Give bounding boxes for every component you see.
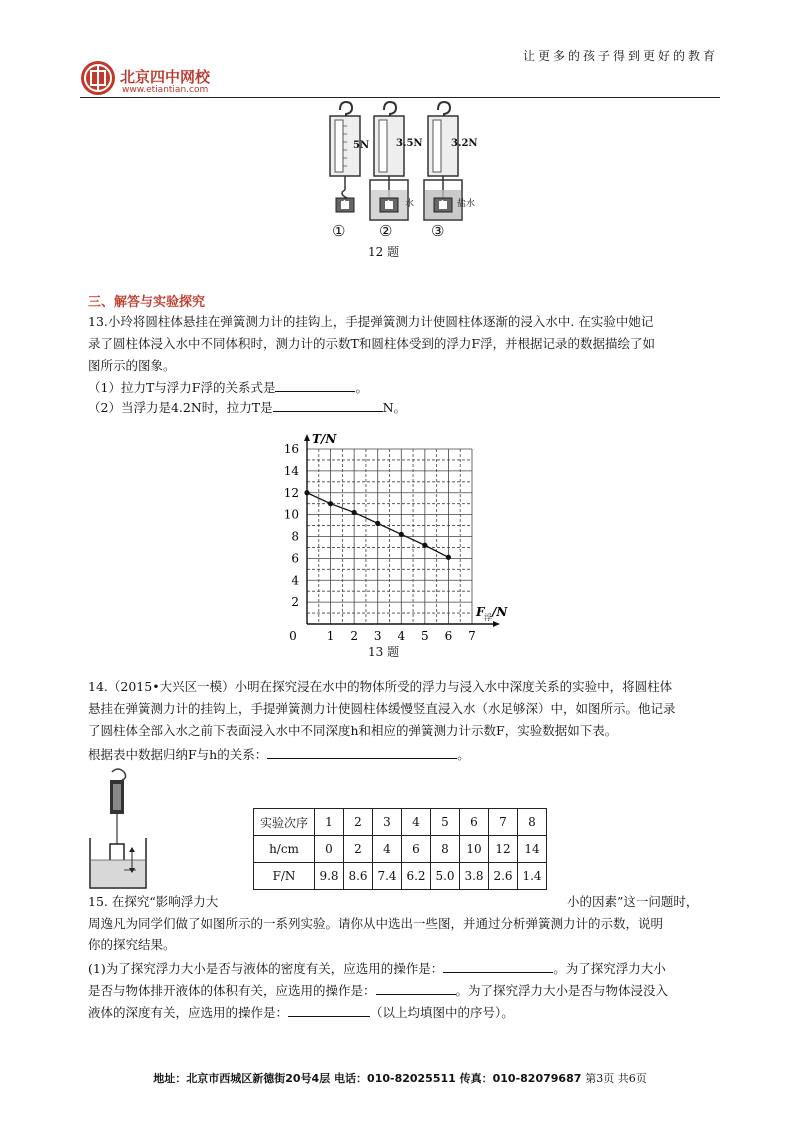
q13-caption: 13 题 — [368, 645, 400, 659]
y-tick-label: 10 — [283, 507, 299, 522]
q15-l5-a: 是否与物体排开液体的体积有关，应选用的操作是： — [88, 983, 376, 998]
table-cell: 0 — [315, 836, 344, 863]
q14-relation — [88, 744, 470, 765]
table-cell: 1.4 — [518, 863, 547, 890]
x-tick-label: 7 — [468, 629, 476, 643]
table-cell: F/N — [254, 863, 315, 890]
x-tick-label: 3 — [373, 629, 382, 643]
q15-answer-3-blank[interactable] — [288, 1002, 370, 1017]
q15-line-2: 周逸凡为同学们做了如图所示的一系列实验。请你从中选出一些图，并通过分析弹簧测力计的示数，说明 — [88, 916, 664, 931]
table-cell: 4 — [402, 809, 431, 836]
x-tick-label: 6 — [444, 629, 453, 643]
table-cell: h/cm — [254, 836, 315, 863]
data-point — [446, 555, 451, 560]
q13-sub-1 — [88, 377, 368, 398]
section-heading: 三、解答与实验探究 — [88, 295, 206, 310]
block-label-1: A — [341, 200, 348, 210]
q15-answer-1-blank[interactable] — [443, 958, 553, 973]
y-tick-label: 14 — [283, 463, 299, 478]
x-tick-label: 1 — [326, 629, 335, 643]
table-cell: 7 — [489, 809, 518, 836]
q13-line-3: 图所示的图象。 — [88, 358, 176, 373]
q15-line-1-left: 15. 在探究“影响浮力大 — [88, 894, 219, 909]
q15-l4-b: 。为了探究浮力大小 — [553, 961, 666, 976]
q13-line-2: 录了圆柱体浸入水中不同体积时，测力计的示数T和圆柱体受到的浮力F浮，并根据记录的数据描绘了如 — [88, 336, 656, 351]
table-cell: 5 — [431, 809, 460, 836]
marker-2: ② — [379, 222, 393, 240]
q13-sub1-suffix: 。 — [355, 380, 368, 395]
figure-12-caption: 12 题 — [368, 245, 400, 259]
y-tick-label: 6 — [291, 551, 299, 566]
table-row — [254, 809, 547, 836]
origin-label: 0 — [289, 629, 297, 643]
footer — [0, 1070, 800, 1086]
q13-answer-2-blank[interactable] — [273, 397, 383, 412]
liquid-water: 水 — [405, 199, 415, 209]
table-cell: 2 — [344, 836, 373, 863]
logo-url: www.etiantian.com — [122, 85, 209, 95]
q13-sub1-prefix: （1）拉力T与浮力F浮的关系式是 — [88, 380, 276, 395]
data-point — [304, 490, 309, 495]
data-point — [328, 501, 333, 506]
q14-data-table — [253, 808, 547, 890]
q13-sub2-prefix: （2）当浮力是4.2N时，拉力T是 — [88, 400, 273, 415]
data-point — [422, 543, 427, 548]
table-cell: 9.8 — [315, 863, 344, 890]
data-point — [352, 510, 357, 515]
table-cell: 4 — [373, 836, 402, 863]
q14-answer-blank[interactable] — [267, 744, 457, 759]
x-tick-label: 5 — [421, 629, 429, 643]
header-slogan: 让更多的孩子得到更好的教育 — [522, 49, 718, 63]
data-point — [375, 521, 380, 526]
data-point — [399, 532, 404, 537]
q15-l5-b: 。为了探究浮力大小是否与物体浸没入 — [455, 983, 669, 998]
q13-sub2-suffix: N。 — [382, 400, 407, 415]
table-cell: 6 — [402, 836, 431, 863]
footer-page: 第3页 共6页 — [585, 1072, 647, 1085]
x-axis-label-subscript: 浮 — [484, 613, 492, 622]
q15-line-5 — [88, 980, 668, 1001]
x-axis-arrow — [493, 621, 500, 627]
x-tick-label: 2 — [350, 629, 358, 643]
table-cell: 3 — [373, 809, 402, 836]
table-cell: 5.0 — [431, 863, 460, 890]
marker-1: ① — [332, 222, 346, 240]
table-row — [254, 836, 547, 863]
reading-3: 3.2N — [451, 138, 478, 149]
table-cell: 6 — [460, 809, 489, 836]
table-cell: 8 — [518, 809, 547, 836]
y-axis-label: T/N — [312, 432, 337, 446]
table-cell: 实验次序 — [254, 809, 315, 836]
table-cell: 8 — [431, 836, 460, 863]
x-tick-label: 4 — [397, 629, 406, 643]
q14-beaker-figure — [84, 768, 154, 896]
q13-chart — [280, 412, 530, 657]
block-label-2: A — [385, 200, 392, 210]
q14-line-1: 14.（2015•大兴区一模）小明在探究浸在水中的物体所受的浮力与浸入水中深度关系的实验中，将圆柱体 — [88, 679, 673, 694]
q14-line-2: 悬挂在弹簧测力计的挂钩上，手提弹簧测力计使圆柱体缓慢竖直浸入水（水足够深）中，如图所示。他记录 — [88, 701, 676, 716]
table-cell: 8.6 — [344, 863, 373, 890]
table-cell: 1 — [315, 809, 344, 836]
y-tick-label: 4 — [291, 573, 299, 588]
q13-answer-1-blank[interactable] — [275, 377, 355, 392]
q14-relation-prefix: 根据表中数据归纳F与h的关系： — [88, 747, 268, 762]
y-tick-label: 2 — [291, 595, 299, 610]
block-label-3: A — [439, 200, 446, 210]
reading-1: 5N — [353, 140, 370, 151]
x-axis-label-unit: /N — [492, 605, 508, 619]
logo-icon — [78, 58, 120, 98]
table-cell: 12 — [489, 836, 518, 863]
logo-name: 北京四中网校 — [120, 68, 211, 86]
q15-line-4 — [88, 958, 666, 979]
table-cell: 2 — [344, 809, 373, 836]
q14-relation-suffix: 。 — [457, 747, 470, 762]
q14-line-3: 了圆柱体全部入水之前下表面浸入水中不同深度h和相应的弹簧测力计示数F，实验数据如下表。 — [88, 723, 618, 738]
marker-3: ③ — [431, 222, 445, 240]
q15-line-3: 你的探究结果。 — [88, 937, 176, 952]
y-tick-label: 12 — [283, 485, 299, 500]
q15-line-1-right: 小的因素”这一问题时， — [567, 894, 699, 909]
table-cell: 6.2 — [402, 863, 431, 890]
q15-l4-a: (1)为了探究浮力大小是否与液体的密度有关，应选用的操作是： — [88, 961, 444, 976]
table-cell: 10 — [460, 836, 489, 863]
table-cell: 2.6 — [489, 863, 518, 890]
y-axis-arrow — [304, 434, 310, 441]
q13-line-1: 13.小玲将圆柱体悬挂在弹簧测力计的挂钩上，手提弹簧测力计使圆柱体逐渐的浸入水中. 在实验中她记 — [88, 314, 654, 329]
reading-2: 3.5N — [396, 138, 423, 149]
q15-l6-a: 液体的深度有关，应选用的操作是： — [88, 1005, 289, 1020]
q15-l6-b: （以上均填图中的序号）。 — [370, 1005, 514, 1020]
spring-balance-1 — [330, 102, 360, 212]
x-axis-label: F — [476, 605, 485, 619]
table-row — [254, 863, 547, 890]
liquid-salt-water: 盐水 — [457, 199, 476, 209]
y-tick-label: 16 — [283, 442, 299, 456]
table-cell: 3.8 — [460, 863, 489, 890]
table-cell: 7.4 — [373, 863, 402, 890]
table-cell: 14 — [518, 836, 547, 863]
q15-line-6 — [88, 1002, 514, 1023]
q15-answer-2-blank[interactable] — [376, 980, 456, 995]
y-tick-label: 8 — [291, 529, 299, 544]
footer-address: 地址：北京市西城区新德街20号4层 电话：010-82025511 传真：010-82079687 — [153, 1072, 582, 1085]
